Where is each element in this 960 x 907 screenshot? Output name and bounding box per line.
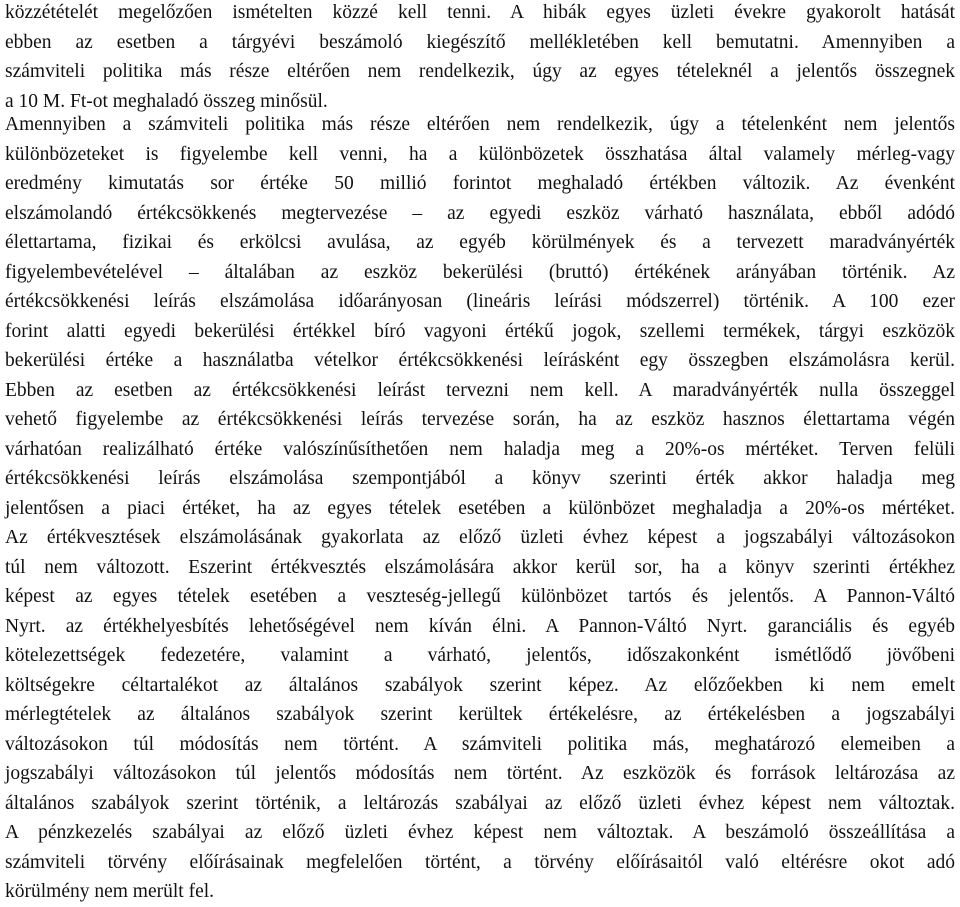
intro-paragraph xyxy=(5,0,955,116)
text-line: A pénzkezelés szabályai az előző üzleti évhez képest nem változtak. A beszámoló összeállítása a xyxy=(5,822,955,843)
text-line: számviteli politika más része eltérően nem rendelkezik, úgy az egyes tételeknél a jelentős összegnek xyxy=(5,61,955,82)
text-line: a 10 M. Ft-ot meghaladó összeg minősül. xyxy=(5,90,328,112)
text-line: különbözeteket is figyelembe kell venni, ha a különbözetek összhatása által valamely mérleg-vagy xyxy=(5,143,955,165)
text-line: elszámolandó értékcsökkenés megtervezése – az egyedi eszköz várható használata, ebből adódó xyxy=(5,202,955,224)
text-line: élettartama, fizikai és erkölcsi avulása, az egyéb körülmények és a tervezett maradványérték xyxy=(5,232,955,253)
text-line: jelentősen a piaci értéket, ha az egyes tételek esetében a különbözet meghaladja a 20%-os mértéket. xyxy=(5,497,955,519)
text-line: ebben az esetben a tárgyévi beszámoló kiegészítő mellékletében kell bemutatni. Amennyiben a xyxy=(5,31,955,53)
text-line: Ebben az esetben az értékcsökkenési leírást tervezni nem kell. A maradványérték nulla összeggel xyxy=(5,379,955,401)
text-line: vehető figyelembe az értékcsökkenési leírás tervezése során, ha az eszköz hasznos élettartama végén xyxy=(5,409,955,430)
text-line: várhatóan realizálható értéke valószínűsíthetően nem haladja meg a 20%-os mértéket. Terven felüli xyxy=(5,438,955,460)
text-line: forint alatti egyedi bekerülési értékkel bíró vagyoni értékű jogok, szellemi termékek, tárgyi eszközök xyxy=(5,320,955,342)
text-line: kötelezettségek fedezetére, valamint a várható, jelentős, időszakonként ismétlődő jövőbeni xyxy=(5,645,955,666)
text-line: jogszabályi változásokon túl jelentős módosítás nem történt. Az eszközök és források leltározása az xyxy=(5,763,955,784)
text-line: Az értékvesztések elszámolásának gyakorlata az előző üzleti évhez képest a jogszabályi változásokon xyxy=(5,527,955,548)
text-line: bekerülési értéke a használatba vételkor értékcsökkenési leírásként egy összegben elszámolásra kerül. xyxy=(5,350,955,371)
text-line: figyelembevételével – általában az eszköz bekerülési (bruttó) értékének arányában történik. Az xyxy=(5,261,955,283)
text-line: Amennyiben a számviteli politika más része eltérően nem rendelkezik, úgy a tételenként nem jelentős xyxy=(5,114,955,135)
text-line: eredmény kimutatás sor értéke 50 millió forintot meghaladó értékben változik. Az évenként xyxy=(5,173,955,194)
text-line: túl nem változott. Eszerint értékvesztés elszámolására akkor kerül sor, ha a könyv szerinti értékhez xyxy=(5,556,955,578)
text-line: körülmény nem merült fel. xyxy=(5,881,215,902)
text-line: képest az egyes tételek esetében a veszteség-jellegű különbözet tartós és jelentős. A Pannon-Váltó xyxy=(5,586,955,607)
text-line: változásokon túl módosítás nem történt. A számviteli politika más, meghatározó elemeiben a xyxy=(5,733,955,755)
text-line: értékcsökkenési leírás elszámolása időarányosan (lineáris leírási módszerrel) történik. A 100 ezer xyxy=(5,291,955,312)
text-line: Nyrt. az értékhelyesbítés lehetőségével nem kíván élni. A Pannon-Váltó Nyrt. garanciális és egyéb xyxy=(5,615,955,637)
text-line: számviteli törvény előírásainak megfelelően történt, a törvény előírásaitól való eltérésre okot adó xyxy=(5,851,955,873)
text-line: általános szabályok szerint történik, a leltározás szabályai az előző üzleti évhez képest nem változtak. xyxy=(5,792,955,814)
text-line: mérlegtételek az általános szabályok szerint kerültek értékelésre, az értékelésben a jogszabályi xyxy=(5,704,955,725)
text-line: közzétételét megelőzően ismételten közzé kell tenni. A hibák egyes üzleti évekre gyakorolt hatását xyxy=(5,2,955,23)
text-line: költségekre céltartalékot az általános szabályok szerint képez. Az előzőekben ki nem emelt xyxy=(5,674,955,696)
body-paragraph xyxy=(5,110,955,907)
text-line: értékcsökkenési leírás elszámolása szempontjából a könyv szerinti érték akkor haladja meg xyxy=(5,468,955,489)
